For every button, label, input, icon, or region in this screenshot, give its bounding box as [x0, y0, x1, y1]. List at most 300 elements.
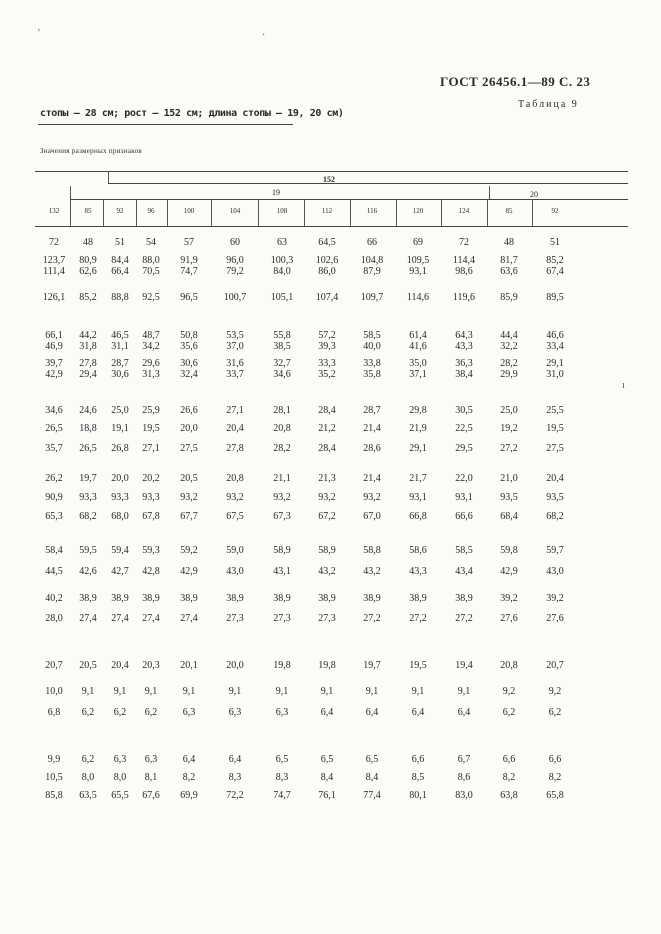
table-cell: 93,5 — [546, 492, 564, 503]
table-cell: 38,5 — [273, 341, 291, 352]
table-cell: 38,9 — [409, 593, 427, 604]
table-cell: 42,9 — [500, 566, 518, 577]
table-cell: 9,1 — [365, 686, 379, 697]
table-cell: 6,4 — [320, 707, 334, 718]
table-cell: 84,4 — [111, 255, 129, 266]
column-separator — [532, 199, 533, 226]
table-cell: 20,7 — [546, 660, 564, 671]
table-cell: 31,3 — [142, 369, 160, 380]
table-cell: 27,3 — [273, 613, 291, 624]
table-cell: 6,5 — [365, 754, 379, 765]
table-cell: 48,7 — [142, 330, 160, 341]
table-cell: 19,1 — [111, 423, 129, 434]
table-cell: 57,2 — [318, 330, 336, 341]
table-cell: 66 — [367, 237, 377, 248]
table-cell: 80,1 — [409, 790, 427, 801]
table-cell: 68,2 — [546, 511, 564, 522]
table-cell: 96,0 — [226, 255, 244, 266]
table-cell: 63,6 — [500, 266, 518, 277]
group-divider-rule — [108, 183, 628, 184]
table-cell: 77,4 — [363, 790, 381, 801]
table-cell: 67,2 — [318, 511, 336, 522]
table-cell: 58,9 — [318, 545, 336, 556]
table-cell: 85,2 — [546, 255, 564, 266]
table-cell: 19,2 — [500, 423, 518, 434]
table-cell: 40,0 — [363, 341, 381, 352]
foot-length-20-label: 20 — [530, 190, 538, 199]
table-cell: 20,4 — [546, 473, 564, 484]
table-cell: 27,2 — [455, 613, 473, 624]
table-cell: 93,2 — [363, 492, 381, 503]
table-cell: 6,7 — [457, 754, 471, 765]
table-cell: 9,2 — [548, 686, 562, 697]
table-cell: 43,2 — [363, 566, 381, 577]
table-cell: 19,7 — [363, 660, 381, 671]
table-cell: 6,6 — [411, 754, 425, 765]
table-cell: 55,8 — [273, 330, 291, 341]
table-cell: 64,3 — [455, 330, 473, 341]
table-cell: 39,2 — [546, 593, 564, 604]
table-cell: 86,0 — [318, 266, 336, 277]
table-cell: 38,9 — [226, 593, 244, 604]
table-cell: 6,3 — [144, 754, 158, 765]
table-cell: 62,6 — [79, 266, 97, 277]
table-cell: 44,5 — [45, 566, 63, 577]
table-cell: 26,8 — [111, 443, 129, 454]
table-cell: 43,1 — [273, 566, 291, 577]
table-top-rule — [35, 171, 628, 172]
table-cell: 44,2 — [79, 330, 97, 341]
table-cell: 32,2 — [500, 341, 518, 352]
table-cell: 9,1 — [182, 686, 196, 697]
table-cell: 50,8 — [180, 330, 198, 341]
table-cell: 40,2 — [45, 593, 63, 604]
table-cell: 54 — [146, 237, 156, 248]
table-cell: 27,3 — [318, 613, 336, 624]
table-cell: 20,8 — [226, 473, 244, 484]
table-cell: 38,9 — [180, 593, 198, 604]
table-cell: 21,1 — [273, 473, 291, 484]
table-cell: 38,9 — [111, 593, 129, 604]
table-cell: 58,6 — [409, 545, 427, 556]
table-cell: 8,2 — [182, 772, 196, 783]
table-cell: 38,9 — [455, 593, 473, 604]
column-header: 92 — [551, 207, 559, 215]
table-cell: 27,4 — [79, 613, 97, 624]
table-cell: 27,6 — [546, 613, 564, 624]
table-cell: 111,4 — [43, 266, 65, 277]
table-cell: 27,2 — [500, 443, 518, 454]
table-cell: 28,4 — [318, 443, 336, 454]
table-cell: 66,8 — [409, 511, 427, 522]
table-cell: 31,0 — [546, 369, 564, 380]
table-cell: 6,2 — [81, 754, 95, 765]
table-cell: 6,3 — [228, 707, 242, 718]
table-cell: 20,7 — [45, 660, 63, 671]
table-cell: 36,3 — [455, 358, 473, 369]
table-cell: 67,7 — [180, 511, 198, 522]
table-cell: 48 — [83, 237, 93, 248]
column-header: 112 — [321, 207, 333, 215]
table-cell: 20,4 — [111, 660, 129, 671]
table-cell: 114,4 — [452, 255, 476, 266]
table-cell: 9,1 — [411, 686, 425, 697]
table-cell: 30,6 — [180, 358, 198, 369]
table-cell: 42,8 — [142, 566, 160, 577]
table-cell: 27,1 — [142, 443, 160, 454]
table-cell: 93,1 — [409, 266, 427, 277]
table-cell: 63,8 — [500, 790, 518, 801]
table-cell: 84,0 — [273, 266, 291, 277]
table-cell: 63 — [277, 237, 287, 248]
table-cell: 27,8 — [226, 443, 244, 454]
table-cell: 6,4 — [411, 707, 425, 718]
table-cell: 6,8 — [47, 707, 61, 718]
table-cell: 42,6 — [79, 566, 97, 577]
table-cell: 27,5 — [180, 443, 198, 454]
table-cell: 25,0 — [111, 405, 129, 416]
table-cell: 6,4 — [182, 754, 196, 765]
table-cell: 20,4 — [226, 423, 244, 434]
table-cell: 85,9 — [500, 292, 518, 303]
table-cell: 26,6 — [180, 405, 198, 416]
table-cell: 25,0 — [500, 405, 518, 416]
table-cell: 8,4 — [365, 772, 379, 783]
table-cell: 29,9 — [500, 369, 518, 380]
table-cell: 30,5 — [455, 405, 473, 416]
table-cell: 43,0 — [546, 566, 564, 577]
table-cell: 9,1 — [144, 686, 158, 697]
table-cell: 65,8 — [546, 790, 564, 801]
column-header: 100 — [183, 207, 195, 215]
table-cell: 20,3 — [142, 660, 160, 671]
table-cell: 68,4 — [500, 511, 518, 522]
column-separator — [70, 199, 71, 226]
table-cell: 32,4 — [180, 369, 198, 380]
table-cell: 29,6 — [142, 358, 160, 369]
table-cell: 6,6 — [502, 754, 516, 765]
table-cell: 9,1 — [228, 686, 242, 697]
table-cell: 29,1 — [546, 358, 564, 369]
table-cell: 25,5 — [546, 405, 564, 416]
table-cell: 33,3 — [318, 358, 336, 369]
table-cell: 114,6 — [406, 292, 430, 303]
group-left-edge — [108, 171, 109, 183]
table-cell: 28,4 — [318, 405, 336, 416]
table-cell: 59,2 — [180, 545, 198, 556]
table-cell: 35,8 — [363, 369, 381, 380]
table-cell: 38,9 — [79, 593, 97, 604]
table-cell: 93,3 — [111, 492, 129, 503]
table-cell: 28,0 — [45, 613, 63, 624]
table-cell: 43,3 — [409, 566, 427, 577]
table-cell: 93,2 — [226, 492, 244, 503]
table-cell: 109,7 — [360, 292, 384, 303]
table-cell: 6,6 — [548, 754, 562, 765]
table-cell: 8,3 — [228, 772, 242, 783]
column-header: 120 — [412, 207, 424, 215]
table-cell: 59,3 — [142, 545, 160, 556]
table-cell: 58,9 — [273, 545, 291, 556]
table-cell: 8,0 — [81, 772, 95, 783]
table-cell: 59,8 — [500, 545, 518, 556]
table-cell: 19,4 — [455, 660, 473, 671]
table-number-label: Таблица 9 — [518, 99, 579, 110]
table-cell: 21,2 — [318, 423, 336, 434]
table-cell: 9,9 — [47, 754, 61, 765]
table-cell: 26,5 — [45, 423, 63, 434]
table-cell: 22,5 — [455, 423, 473, 434]
table-cell: 46,6 — [546, 330, 564, 341]
table-cell: 8,6 — [457, 772, 471, 783]
table-cell: 29,4 — [79, 369, 97, 380]
column-separator — [396, 199, 397, 226]
table-cell: 21,9 — [409, 423, 427, 434]
table-cell: 43,4 — [455, 566, 473, 577]
table-cell: 25,9 — [142, 405, 160, 416]
table-cell: 93,3 — [142, 492, 160, 503]
table-cell: 8,5 — [411, 772, 425, 783]
table-cell: 65,5 — [111, 790, 129, 801]
column-header: 104 — [229, 207, 241, 215]
table-cell: 29,1 — [409, 443, 427, 454]
table-cell: 34,2 — [142, 341, 160, 352]
table-cell: 35,2 — [318, 369, 336, 380]
table-cell: 80,9 — [79, 255, 97, 266]
table-cell: 43,3 — [455, 341, 473, 352]
table-cell: 21,4 — [363, 473, 381, 484]
table-cell: 8,1 — [144, 772, 158, 783]
table-cell: 90,9 — [45, 492, 63, 503]
column-separator — [103, 199, 104, 226]
table-cell: 126,1 — [42, 292, 66, 303]
column-separator — [350, 199, 351, 226]
foot-length-19-label: 19 — [272, 188, 280, 197]
table-cell: 19,8 — [273, 660, 291, 671]
table-cell: 68,2 — [79, 511, 97, 522]
table-cell: 38,9 — [318, 593, 336, 604]
table-cell: 30,6 — [111, 369, 129, 380]
table-cell: 10,0 — [45, 686, 63, 697]
table-cell: 9,1 — [113, 686, 127, 697]
table-cell: 67,4 — [546, 266, 564, 277]
table-cell: 38,4 — [455, 369, 473, 380]
table-cell: 6,4 — [457, 707, 471, 718]
table-cell: 85,8 — [45, 790, 63, 801]
table-cell: 27,2 — [363, 613, 381, 624]
table-cell: 93,5 — [500, 492, 518, 503]
table-cell: 9,1 — [81, 686, 95, 697]
table-cell: 100,3 — [270, 255, 294, 266]
foot-20-left-edge — [489, 186, 490, 199]
table-cell: 9,2 — [502, 686, 516, 697]
table-cell: 28,7 — [111, 358, 129, 369]
height-group-label: 152 — [323, 175, 335, 184]
table-cell: 38,9 — [363, 593, 381, 604]
table-cell: 32,7 — [273, 358, 291, 369]
table-cell: 6,3 — [275, 707, 289, 718]
table-cell: 20,1 — [180, 660, 198, 671]
table-cell: 69,9 — [180, 790, 198, 801]
table-cell: 92,5 — [142, 292, 160, 303]
table-cell: 96,5 — [180, 292, 198, 303]
table-cell: 43,0 — [226, 566, 244, 577]
table-cell: 28,1 — [273, 405, 291, 416]
table-cell: 58,5 — [363, 330, 381, 341]
table-cell: 21,3 — [318, 473, 336, 484]
caption-underline — [38, 124, 293, 125]
table-cell: 6,2 — [502, 707, 516, 718]
table-cell: 66,1 — [45, 330, 63, 341]
table-cell: 6,4 — [365, 707, 379, 718]
table-cell: 59,7 — [546, 545, 564, 556]
table-cell: 83,0 — [455, 790, 473, 801]
column-header: 85 — [505, 207, 513, 215]
table-cell: 6,2 — [144, 707, 158, 718]
table-cell: 37,0 — [226, 341, 244, 352]
table-cell: 91,9 — [180, 255, 198, 266]
header-bottom-rule — [35, 226, 628, 227]
table-cell: 60 — [230, 237, 240, 248]
table-cell: 72 — [459, 237, 469, 248]
table-cell: 69 — [413, 237, 423, 248]
table-cell: 27,2 — [409, 613, 427, 624]
table-cell: 10,5 — [45, 772, 63, 783]
table-cell: 63,5 — [79, 790, 97, 801]
table-cell: 29,8 — [409, 405, 427, 416]
table-cell: 66,4 — [111, 266, 129, 277]
table-cell: 51 — [550, 237, 560, 248]
table-cell: 8,2 — [548, 772, 562, 783]
column-header: 108 — [276, 207, 288, 215]
table-cell: 85,2 — [79, 292, 97, 303]
table-cell: 31,8 — [79, 341, 97, 352]
margin-tick-mark: · — [262, 30, 266, 41]
table-cell: 93,2 — [318, 492, 336, 503]
table-cell: 123,7 — [42, 255, 66, 266]
table-cell: 22,0 — [455, 473, 473, 484]
table-cell: 6,2 — [113, 707, 127, 718]
column-header: 116 — [366, 207, 378, 215]
table-cell: 48 — [504, 237, 514, 248]
table-cell: 27,3 — [226, 613, 244, 624]
table-cell: 44,4 — [500, 330, 518, 341]
margin-tick-mark: ' — [38, 28, 40, 39]
table-cell: 20,0 — [111, 473, 129, 484]
table-cell: 35,7 — [45, 443, 63, 454]
column-header: 96 — [147, 207, 155, 215]
table-cell: 104,8 — [360, 255, 384, 266]
table-cell: 59,0 — [226, 545, 244, 556]
table-cell: 28,2 — [500, 358, 518, 369]
table-cell: 6,2 — [81, 707, 95, 718]
table-cell: 67,3 — [273, 511, 291, 522]
table-cell: 64,5 — [318, 237, 336, 248]
foot-19-left-edge — [70, 186, 71, 199]
table-cell: 8,0 — [113, 772, 127, 783]
table-cell: 37,1 — [409, 369, 427, 380]
table-cell: 20,2 — [142, 473, 160, 484]
table-cell: 6,5 — [275, 754, 289, 765]
table-cell: 20,0 — [226, 660, 244, 671]
table-cell: 33,8 — [363, 358, 381, 369]
table-cell: 98,6 — [455, 266, 473, 277]
table-cell: 20,8 — [500, 660, 518, 671]
table-cell: 42,9 — [180, 566, 198, 577]
table-cell: 79,2 — [226, 266, 244, 277]
table-cell: 34,6 — [45, 405, 63, 416]
table-cell: 58,5 — [455, 545, 473, 556]
table-cell: 6,5 — [320, 754, 334, 765]
table-cell: 21,7 — [409, 473, 427, 484]
table-cell: 53,5 — [226, 330, 244, 341]
table-cell: 70,5 — [142, 266, 160, 277]
table-cell: 93,1 — [409, 492, 427, 503]
table-cell: 38,9 — [142, 593, 160, 604]
table-cell: 67,6 — [142, 790, 160, 801]
column-separator — [304, 199, 305, 226]
table-cell: 21,4 — [363, 423, 381, 434]
column-header: 124 — [458, 207, 470, 215]
column-separator — [487, 199, 488, 226]
table-cell: 109,5 — [406, 255, 430, 266]
table-cell: 6,3 — [113, 754, 127, 765]
column-header: 132 — [48, 207, 60, 215]
table-cell: 8,2 — [502, 772, 516, 783]
table-cell: 19,5 — [546, 423, 564, 434]
table-cell: 9,1 — [457, 686, 471, 697]
table-cell: 31,1 — [111, 341, 129, 352]
table-cell: 72,2 — [226, 790, 244, 801]
table-cell: 59,5 — [79, 545, 97, 556]
table-cell: 65,3 — [45, 511, 63, 522]
table-cell: 102,6 — [315, 255, 339, 266]
table-cell: 6,3 — [182, 707, 196, 718]
table-cell: 29,5 — [455, 443, 473, 454]
table-cell: 20,8 — [273, 423, 291, 434]
table-cell: 58,8 — [363, 545, 381, 556]
table-cell: 89,5 — [546, 292, 564, 303]
standard-page-header: ГОСТ 26456.1—89 С. 23 — [440, 74, 591, 89]
column-separator — [136, 199, 137, 226]
table-cell: 20,5 — [180, 473, 198, 484]
table-cell: 21,0 — [500, 473, 518, 484]
table-cell: 35,0 — [409, 358, 427, 369]
table-cell: 74,7 — [273, 790, 291, 801]
table-cell: 67,8 — [142, 511, 160, 522]
table-continuation-caption: стопы — 28 см; рост — 152 см; длина стопы — 19, 20 см) — [40, 108, 344, 119]
table-cell: 68,0 — [111, 511, 129, 522]
column-header: 92 — [116, 207, 124, 215]
table-cell: 59,4 — [111, 545, 129, 556]
column-header: 85 — [84, 207, 92, 215]
table-cell: 19,8 — [318, 660, 336, 671]
table-cell: 67,5 — [226, 511, 244, 522]
table-cell: 67,0 — [363, 511, 381, 522]
table-cell: 31,6 — [226, 358, 244, 369]
table-cell: 93,2 — [180, 492, 198, 503]
table-cell: 41,6 — [409, 341, 427, 352]
table-cell: 39,3 — [318, 341, 336, 352]
table-cell: 61,4 — [409, 330, 427, 341]
table-cell: 20,0 — [180, 423, 198, 434]
table-cell: 19,7 — [79, 473, 97, 484]
table-cell: 27,4 — [180, 613, 198, 624]
table-cell: 27,4 — [142, 613, 160, 624]
table-cell: 93,2 — [273, 492, 291, 503]
table-cell: 28,7 — [363, 405, 381, 416]
table-cell: 72 — [49, 237, 59, 248]
